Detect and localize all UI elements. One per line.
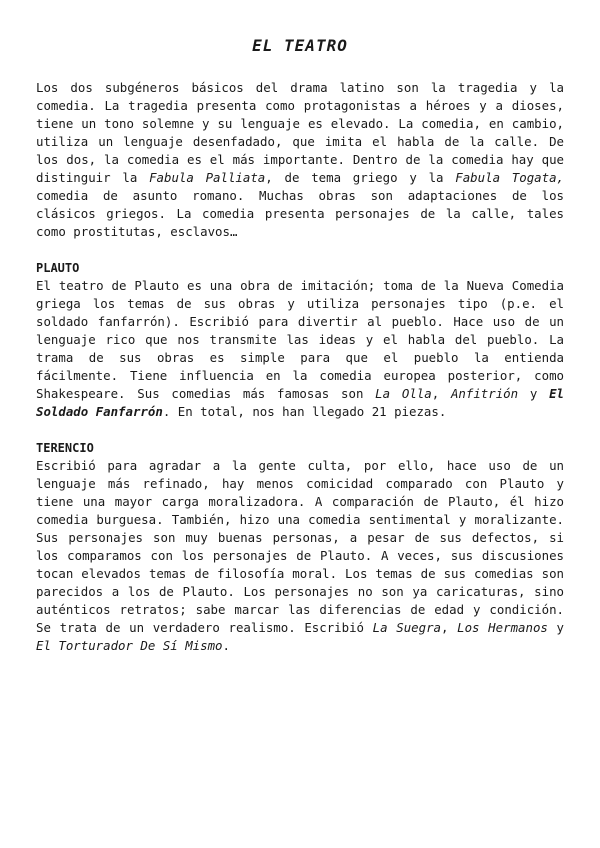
page-title: EL TEATRO — [252, 36, 348, 55]
intro-text-2: , de tema griego y la — [265, 170, 456, 185]
intro-text-3: comedia de asunto romano. Muchas obras son adaptaciones de los clásicos griegos. La comedia presenta personajes de la calle, tales como prostitutas, esclavos… — [36, 188, 564, 239]
plauto-text-1: El teatro de Plauto es una obra de imitación; toma de la Nueva Comedia griega los temas de sus obras y utiliza personajes tipo (p.e. el soldado fanfarrón). Escribió para divertir al pueblo. Hace uso de un lenguaje rico que nos transmite las ideas y el habla del pueblo. La trama de sus obras es simple para que el pueblo la entienda fácilmente. Tiene influencia en la comedia europea posterior, como Shakespeare. Sus comedias más famosas son — [36, 278, 564, 401]
plauto-work-la-olla: La Olla — [375, 386, 432, 401]
terencio-paragraph — [36, 457, 564, 655]
terencio-work-los-hermanos: Los Hermanos — [457, 620, 548, 635]
plauto-work-soldado: El Soldado Fanfarrón — [36, 386, 564, 419]
plauto-work-anfitrion: Anfitrión — [450, 386, 519, 401]
fabula-palliata-term: Fabula Palliata — [149, 170, 266, 185]
terencio-text-3: y — [547, 620, 564, 635]
plauto-paragraph — [36, 277, 564, 421]
intro-paragraph — [36, 79, 564, 241]
plauto-text-3: y — [518, 386, 550, 401]
fabula-togata-term: Fabula Togata, — [455, 170, 565, 185]
plauto-text-4: . En total, nos han llegado 21 piezas. — [162, 404, 447, 419]
plauto-heading: PLAUTO — [36, 261, 80, 275]
terencio-text-1: Escribió para agradar a la gente culta, por ello, hace uso de un lenguaje más refinado, hay menos comicidad comparado con Plauto y tiene una mayor carga moralizadora. A comparación de Plauto, él hizo comedia burguesa. También, hizo una comedia sentimental y moralizante. Sus personajes son muy buenas personas, a pesar de sus defectos, si los comparamos con los personajes de Plauto. A veces, sus discusiones tocan elevados temas de filosofía moral. Los temas de sus comedias son parecidos a los de Plauto. Los personajes no son ya caricaturas, sino auténticos retratos; sabe marcar las diferencias de edad y condición. Se trata de un verdadero realismo. Escribió — [36, 458, 564, 635]
terencio-text-4: . — [222, 638, 230, 653]
terencio-heading: TERENCIO — [36, 441, 94, 455]
document-page — [36, 36, 564, 655]
terencio-text-2: , — [441, 620, 458, 635]
terencio-work-la-suegra: La Suegra — [372, 620, 442, 635]
plauto-text-2: , — [431, 386, 451, 401]
intro-text-1: Los dos subgéneros básicos del drama latino son la tragedia y la comedia. La tragedia presenta como protagonistas a héroes y a dioses, tiene un tono solemne y su lenguaje es elevado. La comedia, en cambio, utiliza un lenguaje desenfadado, que imita el habla de la calle. De los dos, la comedia es el más importante. Dentro de la comedia hay que distinguir la — [36, 80, 564, 185]
terencio-work-el-torturador: El Torturador De Sí Mismo — [36, 638, 223, 653]
